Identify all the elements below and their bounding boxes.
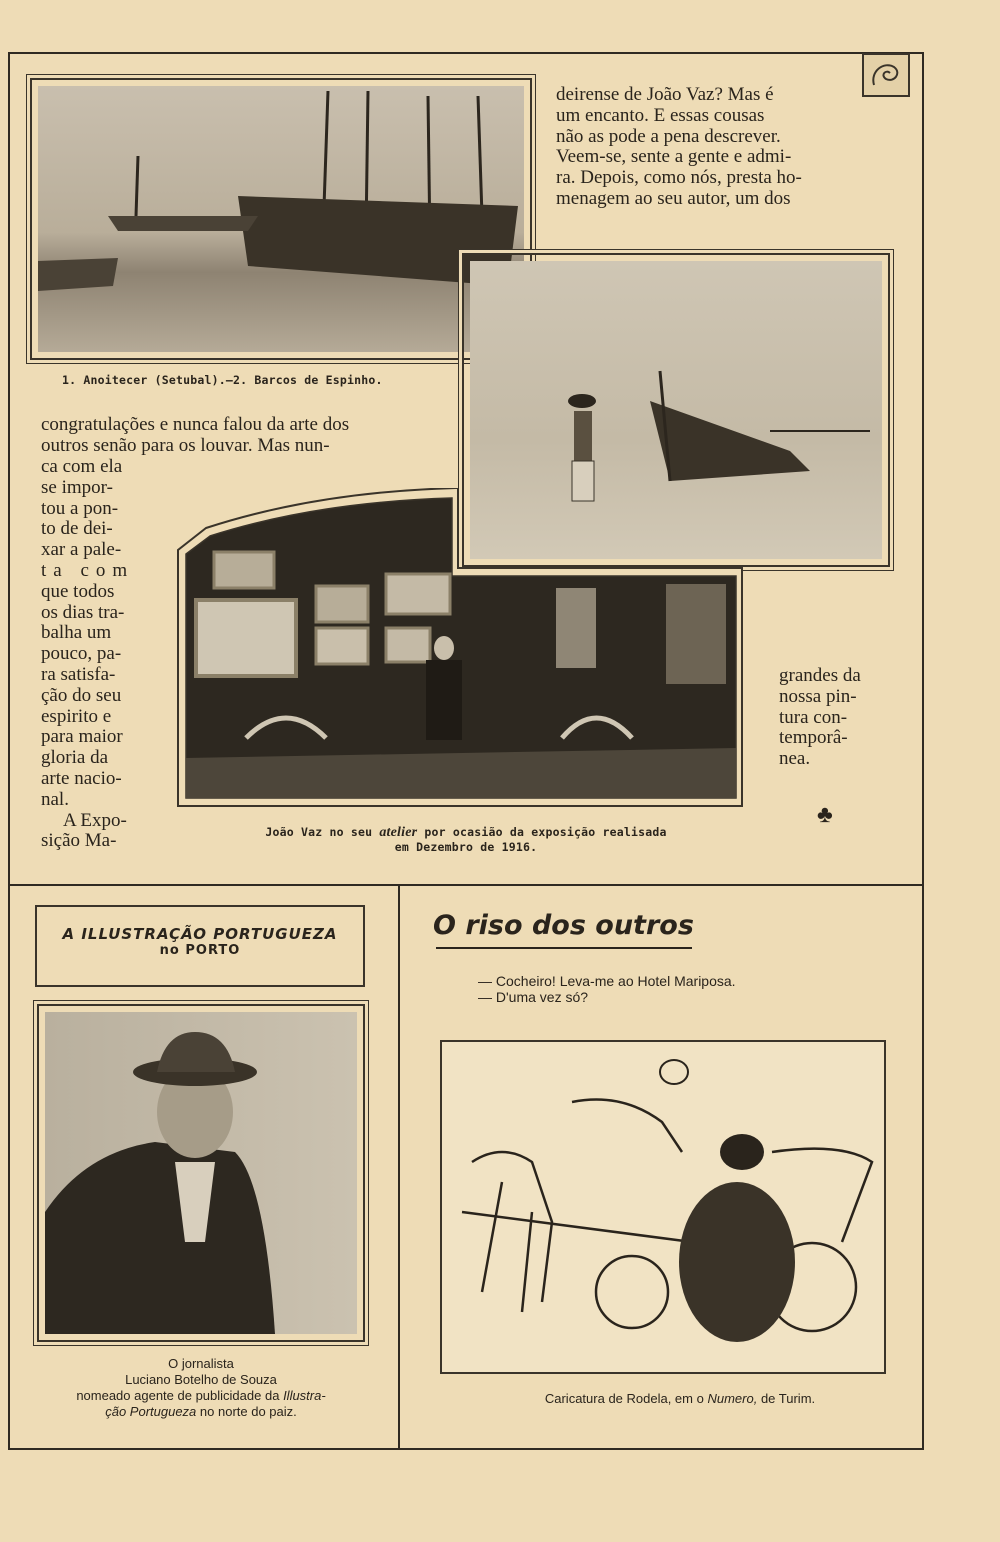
text-line: ra. Depois, como nós, presta ho- (556, 167, 802, 189)
text-line: espirito e (41, 705, 112, 727)
caption-text: nomeado agente de publicidade da (76, 1388, 280, 1403)
porto-title: A ILLUSTRAÇÃO PORTUGUEZA (62, 925, 338, 943)
text-line: congratulações e nunca falou da arte dos (41, 414, 350, 435)
photo-luciano-botelho (37, 1004, 365, 1342)
text-line: sição Ma- (41, 830, 117, 852)
article-text-top-right (556, 85, 878, 210)
text-line: arte nacio- (41, 767, 122, 789)
text-line: tura con- (779, 706, 848, 728)
text-line: ra satisfa- (41, 663, 116, 685)
caption-text: O jornalista (168, 1356, 234, 1371)
riso-title: O riso dos outros (433, 910, 694, 941)
text-line: se impor- (41, 476, 113, 498)
text-line: tou a pon- (41, 497, 119, 519)
caption-text: João Vaz no seu (265, 825, 373, 839)
cartoon-illustration (440, 1040, 886, 1374)
cartoon-caption (400, 1391, 960, 1407)
caption-text: no norte do paiz. (199, 1404, 297, 1419)
caption-text: por ocasião da exposição realisada (424, 825, 667, 839)
caption-text: em Dezembro de 1916. (394, 840, 538, 854)
text-line: não as pode a pena descrever. (556, 125, 781, 147)
section-divider (8, 884, 922, 886)
photo-anoitecer-setubal (30, 78, 532, 360)
club-ornament-icon: ♣ (817, 802, 833, 828)
text-line: que todos (41, 580, 115, 602)
caption-italic: Illustra- (283, 1388, 326, 1403)
caption-text: Luciano Botelho de Souza (125, 1372, 277, 1387)
text-line: balha um (41, 622, 112, 644)
photo-atelier (176, 488, 744, 808)
text-line: um encanto. E essas cousas (556, 104, 765, 126)
text-line: outros senão para os louvar. Mas nun- (41, 434, 330, 456)
porto-title-box (35, 905, 365, 987)
text-line: gloria da (41, 747, 109, 769)
caption-italic: ção Portugueza (105, 1404, 197, 1419)
article-text-narrow (41, 457, 146, 852)
text-line: ta com (41, 559, 135, 581)
text-line: nal. (41, 788, 69, 810)
dialogue-line: — D'uma vez só? (478, 989, 589, 1005)
text-line: para maior (41, 726, 123, 748)
text-line: ção do seu (41, 684, 122, 706)
atelier-caption (246, 825, 686, 855)
text-line: deirense de João Vaz? Mas é (556, 84, 774, 105)
riso-dialogue (478, 973, 736, 1005)
text-line: menagem ao seu autor, um dos (556, 187, 791, 209)
column-divider (398, 886, 400, 1448)
text-line: nossa pin- (779, 685, 857, 707)
porto-caption (36, 1356, 366, 1420)
text-line: pouco, pa- (41, 643, 122, 665)
text-line: os dias tra- (41, 601, 125, 623)
riso-title-underline (436, 947, 692, 949)
text-line: grandes da (779, 665, 861, 686)
caption-text: Caricatura de Rodela, em o (544, 1391, 704, 1406)
article-text-right (779, 666, 879, 770)
text-line: Veem-se, sente a gente e admi- (556, 146, 792, 168)
dialogue-line: — Cocheiro! Leva-me ao Hotel Mariposa. (478, 973, 736, 989)
caption-italic: Numero, (707, 1391, 758, 1406)
porto-subtitle: no PORTO (159, 943, 241, 958)
photo-caption: 1. Anoitecer (Setubal).—2. Barcos de Espinho. (62, 373, 383, 387)
text-line: A Expo- (63, 809, 127, 831)
text-line: xar a pale- (41, 539, 122, 561)
text-line: temporâ- (779, 727, 848, 749)
text-line: ca com ela (41, 456, 123, 477)
article-text-wide (41, 415, 426, 457)
caption-text: de Turim. (760, 1391, 816, 1406)
caption-italic: atelier (379, 825, 418, 840)
text-line: nea. (779, 748, 811, 770)
text-line: to de dei- (41, 518, 113, 540)
